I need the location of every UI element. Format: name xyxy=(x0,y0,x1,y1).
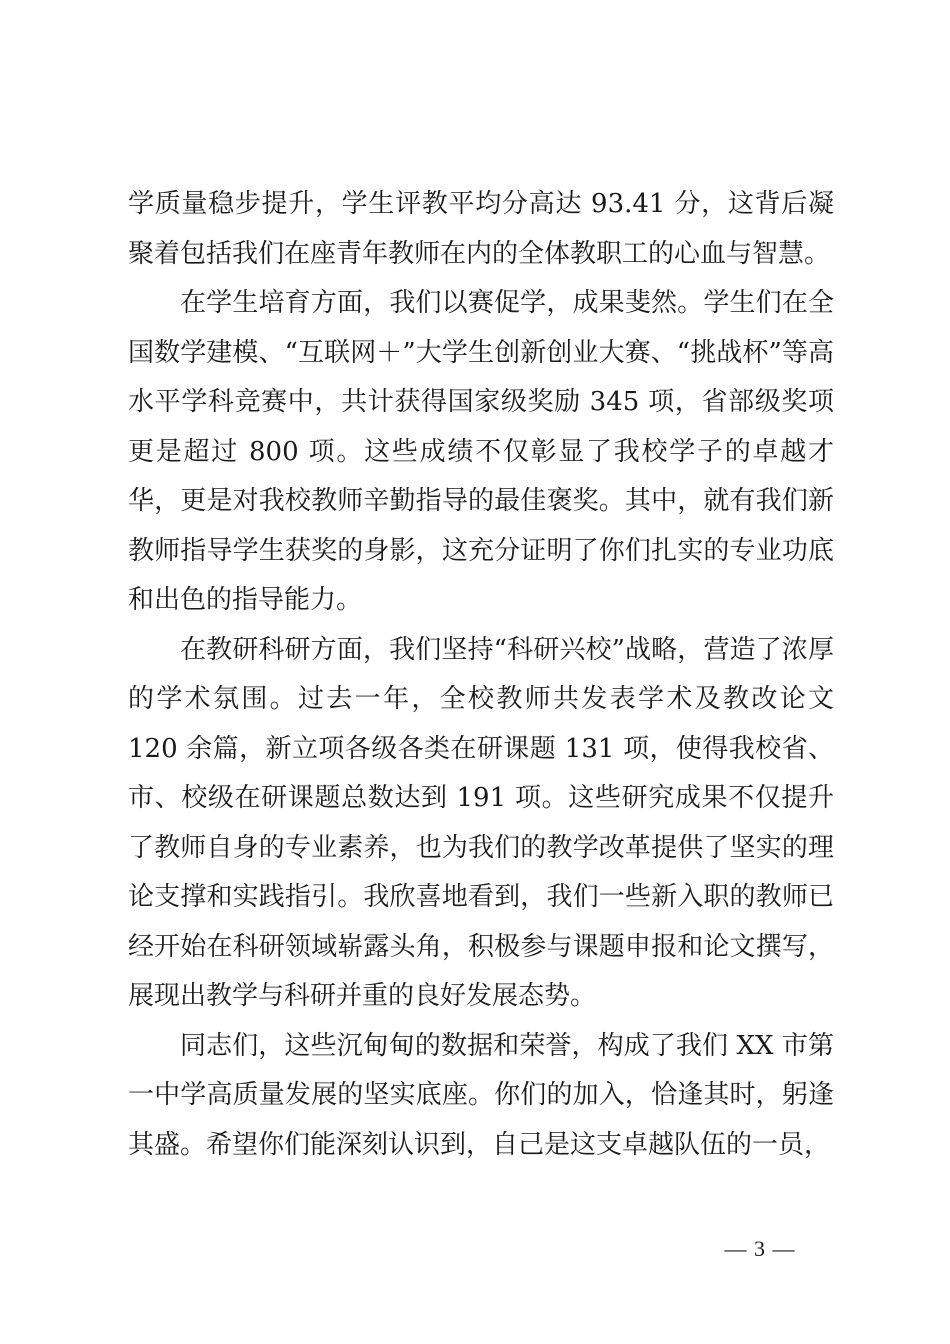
paragraph-2: 在学生培育方面，我们以赛促学，成果斐然。学生们在全国数学建模、“互联网＋”大学生创新创业大赛、“挑战杯”等高水平学科竞赛中，共计获得国家级奖励 345 项，省部级奖项更是超过 800 项。这些成绩不仅彰显了我校学子的卓越才华，更是对我校教师辛勤指导的最佳褒奖。其中，就有我们新教师指导学生获奖的身影，这充分证明了你们扎实的专业功底和出色的指导能力。 xyxy=(128,288,834,615)
paragraph-3: 在教研科研方面，我们坚持“科研兴校”战略，营造了浓厚的学术氛围。过去一年，全校教师共发表学术及教改论文 120 余篇，新立项各级各类在研课题 131 项，使得我校省、市、校级在研课题总数达到 191 项。这些研究成果不仅提升了教师自身的专业素养，也为我们的教学改革提供了坚实的理论支撑和实践指引。我欣喜地看到，我们一些新入职的教师已经开始在科研领域崭露头角，积极参与课题申报和论文撰写，展现出教学与科研并重的良好发展态势。 xyxy=(128,634,834,1011)
paragraph-4: 同志们，这些沉甸甸的数据和荣誉，构成了我们 XX 市第一中学高质量发展的坚实底座。你们的加入，恰逢其时，躬逢其盛。希望你们能深刻认识到，自己是这支卓越队伍的一员， xyxy=(128,1030,834,1160)
body-text xyxy=(128,180,834,1170)
paragraph-1: 学质量稳步提升，学生评教平均分高达 93.41 分，这背后凝聚着包括我们在座青年教师在内的全体教职工的心血与智慧。 xyxy=(128,189,834,269)
page-number: — 3 — xyxy=(724,1236,796,1261)
